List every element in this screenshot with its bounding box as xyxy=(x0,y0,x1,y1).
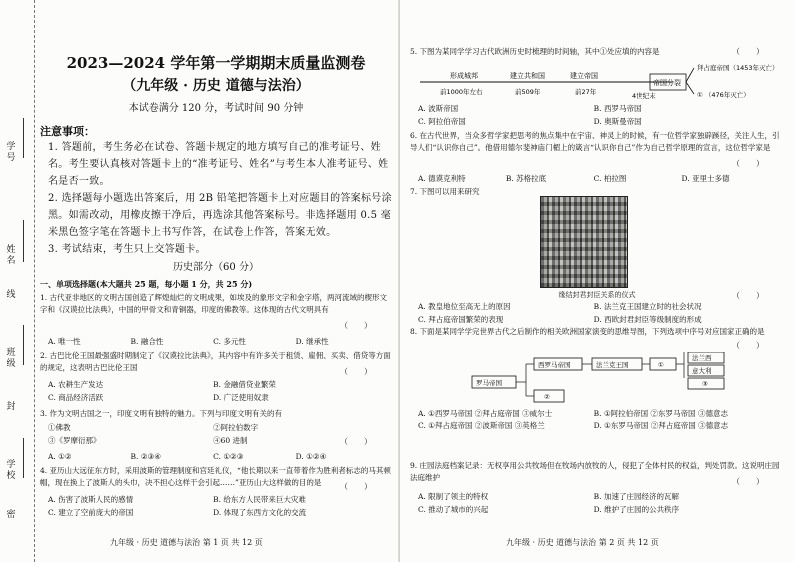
question-7-stem: 7. 下图可以用来研究 xyxy=(410,187,480,196)
option: B. 给东方人民带来巨大灾难 xyxy=(213,495,306,504)
option: C. 阿拉伯帝国 xyxy=(418,117,466,126)
question-6-options xyxy=(418,172,784,185)
question-1-options xyxy=(48,335,392,348)
option: D. 西欧封君封臣等级制度的形成 xyxy=(593,315,702,324)
answer-blank: （ ） xyxy=(732,341,764,350)
timeline-event: 形成城邦 xyxy=(450,72,478,80)
exam-title: 2023—2024 学年第一学期期末质量监测卷 xyxy=(66,54,366,72)
part-instruction: 一、单项选择题(本大题共 25 题，每小题 1 分，共 25 分) xyxy=(40,279,253,289)
flow-leaf: ③ xyxy=(702,380,708,388)
option: B. 融合性 xyxy=(130,337,164,346)
answer-blank: （ ） xyxy=(732,47,764,56)
binding-label-name: 姓名 xyxy=(6,245,16,266)
question-2-options xyxy=(48,378,392,404)
option: C. ①②③ xyxy=(213,452,244,461)
option: A. 伤害了波斯人民的感情 xyxy=(48,495,134,504)
option: A. 教皇地位至高无上的原因 xyxy=(418,302,511,311)
option: C. 商品经济活跃 xyxy=(48,393,104,402)
binding-fill-line xyxy=(23,220,24,262)
right-page xyxy=(400,0,794,562)
binding-label-student-no: 学号 xyxy=(6,142,16,163)
flow-diagram xyxy=(470,352,730,406)
flow-frank: 法兰克王国 xyxy=(596,361,629,369)
binding-fill-line xyxy=(23,438,24,478)
binding-label-class: 班级 xyxy=(6,348,16,369)
timeline-diagram xyxy=(410,58,782,102)
exam-info: 本试卷满分 120 分，考试时间 90 分钟 xyxy=(128,103,304,114)
option: C. ①拜占庭帝国 ②波斯帝国 ③英格兰 xyxy=(418,421,545,430)
question-8-stem: 8. 下面是某同学学完世界古代之后制作的相关欧洲国家演变的思维导图，下列选项中序号对应国家正确的是 xyxy=(410,327,765,336)
flow-west: 西罗马帝国 xyxy=(538,361,571,369)
option: D. ①②④ xyxy=(295,452,327,461)
binding-seal-char: 密 xyxy=(6,510,16,520)
question-4-options xyxy=(48,493,392,519)
option: A. ①西罗马帝国 ②拜占庭帝国 ③威尔士 xyxy=(418,409,553,418)
option: C. 柏拉图 xyxy=(593,174,627,183)
item: ②阿拉伯数字 xyxy=(213,423,259,432)
option: B. 苏格拉底 xyxy=(505,174,547,183)
option: A. 德谟克利特 xyxy=(418,174,466,183)
timeline-event: 建立帝国 xyxy=(570,72,598,80)
flow-leaf: 意大利 xyxy=(692,367,712,375)
option: A. ①② xyxy=(48,452,72,461)
question-5-options xyxy=(418,102,784,128)
answer-blank: （ ） xyxy=(340,321,372,330)
flow-leaf: 法兰西 xyxy=(692,354,712,362)
option: D. 广泛使用奴隶 xyxy=(213,393,269,402)
timeline-date: 前509年 xyxy=(515,88,541,96)
item: ①佛教 xyxy=(48,423,71,432)
option: C. 拜占庭帝国繁荣的表现 xyxy=(418,315,504,324)
timeline-east-label: 拜占庭帝国（1453年灭亡） xyxy=(697,64,779,72)
binding-fill-line xyxy=(23,118,24,158)
item: ③《罗摩衍那》 xyxy=(48,436,101,445)
page-footer-left: 九年级 · 历史 道德与法治 第 1 页 共 12 页 xyxy=(110,538,263,547)
question-7-options xyxy=(418,300,784,326)
question-5-stem: 5. 下图为某同学学习古代欧洲历史时梳理的时间轴，其中①处应填的内容是 xyxy=(410,47,660,56)
binding-label-school: 学校 xyxy=(6,460,16,481)
question-8-options xyxy=(418,408,784,432)
option: A. 波斯帝国 xyxy=(418,104,459,113)
question-3-stem: 3. 作为文明古国之一，印度文明有独特的魅力。下列与印度文明有关的有 xyxy=(40,409,283,418)
option: C. 推动了城市的兴起 xyxy=(418,505,489,514)
timeline-event: 建立共和国 xyxy=(510,72,545,80)
timeline-west-label: ① （476年灭亡） xyxy=(697,91,750,99)
answer-blank: （ ） xyxy=(340,482,372,491)
option: D. 维护了庄园的公共秩序 xyxy=(593,505,680,514)
option: B. 法兰克王国建立时的社会状况 xyxy=(593,302,702,311)
exam-subtitle: （九年级 · 历史 道德与法治） xyxy=(122,78,310,94)
option: B. 金融借贷业繁荣 xyxy=(213,380,276,389)
question-1-stem: 1. 古代亚非地区的文明古国创造了辉煌灿烂的文明成果，如埃及的象形文字和金字塔，两河流域的楔形文字和《汉谟拉比法典》，中国的甲骨文和青铜器，印度的佛教等。这体现的古代文明具有 xyxy=(40,293,388,314)
feudal-ceremony-image xyxy=(540,196,628,288)
note-item-3: 3. 考试结束，考生只上交答题卡。 xyxy=(48,244,206,255)
image-caption: 缘结封君封臣关系的仪式 xyxy=(558,291,636,299)
option: D. 奥斯曼帝国 xyxy=(593,117,642,126)
question-4-stem: 4. 亚历山大远征东方时，采用波斯的管理制度和宫廷礼仪，“他长期以来一直带着作为胜利者标志的马其顿帽，现在换上了波斯人的头巾，决不担心这样干会引起……”亚历山大这样做的目的是 xyxy=(40,466,391,487)
option: D. ①东罗马帝国 ②拜占庭帝国 ③德意志 xyxy=(593,421,729,430)
timeline-date: 前27年 xyxy=(575,88,597,96)
question-3-options xyxy=(48,450,392,463)
option: A. 唯一性 xyxy=(48,337,81,346)
timeline-branch-west xyxy=(686,82,694,94)
option: B. 西罗马帝国 xyxy=(593,104,642,113)
option: A. 限制了领主的特权 xyxy=(418,492,489,501)
question-9-options xyxy=(418,490,784,516)
option: C. 多元性 xyxy=(213,337,246,346)
note-item-2: 2. 选择题每小题选出答案后，用 2B 铅笔把答题卡上对应题目的答案标号涂黑。如需改动，用橡皮擦干净后，再选涂其他答案标号。非选择题用 0.5 毫米黑色签字笔在答题卡上书写作答，在试卷上作答，答案无效。 xyxy=(48,193,392,238)
option: B. ②③④ xyxy=(130,452,161,461)
question-9-stem: 9. 庄园法庭档案记录：无权享用公共牧场但在牧场内放牧的人，侵犯了全体村民的权益，判处罚款。这说明庄园法庭维护 xyxy=(410,461,780,482)
question-2-stem: 2. 古巴比伦王国最强盛时期制定了《汉谟拉比法典》，其内容中有许多关于租赁、雇佣、买卖、借贷等方面的规定，这表明古巴比伦王国 xyxy=(40,351,391,372)
timeline-date: 前1000年左右 xyxy=(440,88,483,96)
page-footer-right: 九年级 · 历史 道德与法治 第 2 页 共 12 页 xyxy=(506,538,659,547)
timeline-date: 4世纪末 xyxy=(632,92,656,100)
option: B. 加速了庄园经济的瓦解 xyxy=(593,492,679,501)
notes-heading: 注意事项： xyxy=(40,125,95,138)
section-title: 历史部分（60 分） xyxy=(173,262,259,273)
binding-fill-line xyxy=(23,325,24,365)
flow-root: 罗马帝国 xyxy=(476,379,502,387)
option: D. 亚里士多德 xyxy=(681,174,730,183)
flow-east: ② xyxy=(544,393,550,401)
answer-blank: （ ） xyxy=(340,367,372,376)
item: ④60 进制 xyxy=(213,436,248,445)
flow-n1: ① xyxy=(658,361,664,369)
answer-blank: （ ） xyxy=(732,291,764,300)
binding-seal-char: 封 xyxy=(6,402,16,412)
note-item-1: 1. 答题前，考生务必在试卷、答题卡规定的地方填写自己的准考证号、姓名。考生要认真核对答题卡上的“准考证号、姓名”与考生本人准考证号、姓名是否一致。 xyxy=(48,142,389,187)
timeline-event: 帝国分裂 xyxy=(653,79,681,87)
answer-blank: （ ） xyxy=(732,159,764,168)
option: A. 农耕生产发达 xyxy=(48,380,104,389)
question-6-stem: 6. 在古代世界，当众多哲学家把思考的焦点集中在宇宙、神灵上的时候，有一位哲学家独辟蹊径，关注人生，引导人们“认识你自己”。他借用德尔斐神庙门楣上的箴言“认识你自己”作为自己哲学原理的宣言，这位哲学家是 xyxy=(410,131,780,152)
answer-blank: （ ） xyxy=(340,437,372,446)
option: B. ①阿拉伯帝国 ②东罗马帝国 ③德意志 xyxy=(593,409,728,418)
timeline-branch-east xyxy=(686,68,694,82)
option: D. 体现了东西方文化的交流 xyxy=(213,508,307,517)
answer-blank: （ ） xyxy=(732,477,764,486)
binding-margin xyxy=(0,0,35,562)
option: C. 建立了空前庞大的帝国 xyxy=(48,508,134,517)
binding-seal-char: 线 xyxy=(6,290,16,300)
option: D. 继承性 xyxy=(295,337,329,346)
